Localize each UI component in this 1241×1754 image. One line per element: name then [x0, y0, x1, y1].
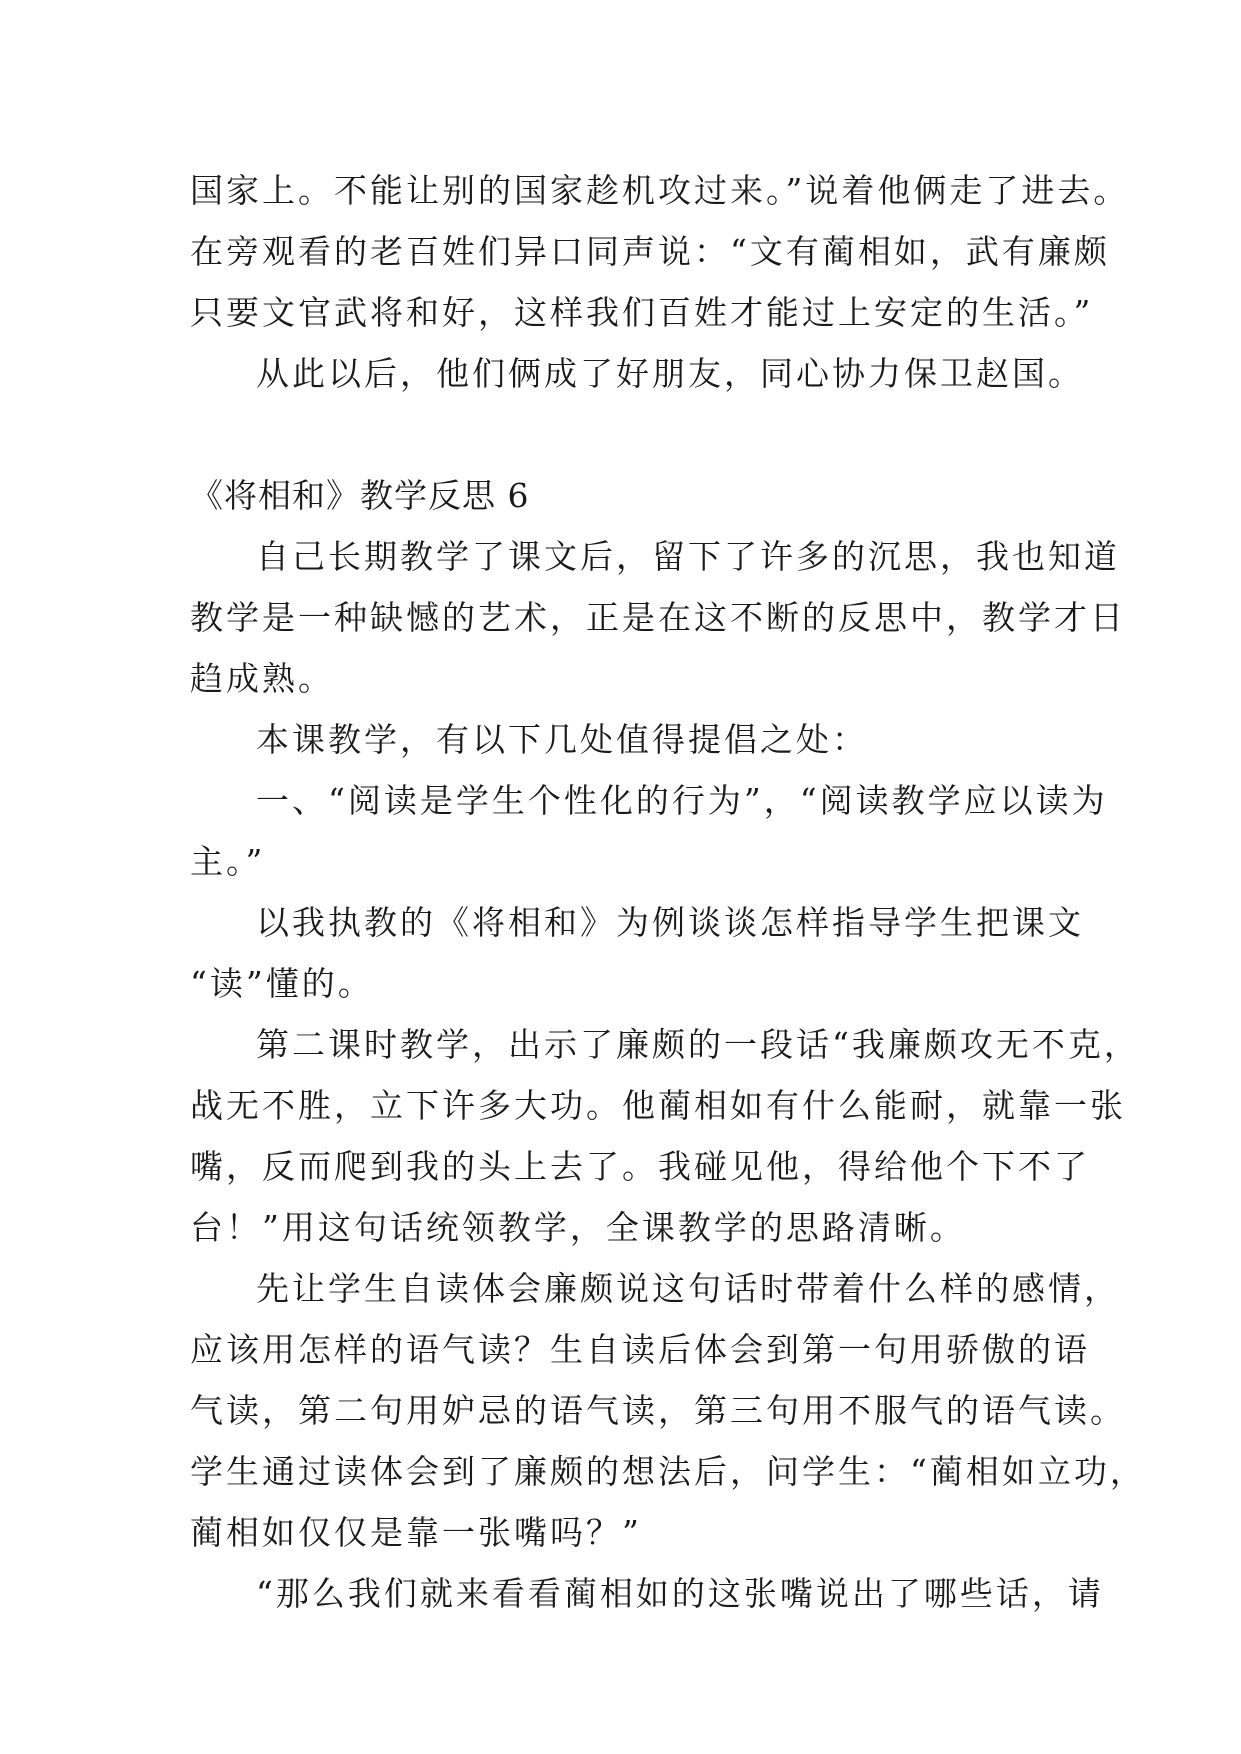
- text-line: “那么我们就来看看蔺相如的这张嘴说出了哪些话，请: [256, 1574, 1104, 1613]
- text-line: 本课教学，有以下几处值得提倡之处：: [256, 720, 868, 759]
- text-line: 国家上。不能让别的国家趁机攻过来。”说着他俩走了进去。: [190, 171, 1130, 210]
- section-gap: [190, 404, 1070, 465]
- text-line: 一、“阅读是学生个性化的行为”，“阅读教学应以读为: [256, 781, 1108, 820]
- text-line: 只要文官武将和好，这样我们百姓才能过上安定的生活。”: [190, 293, 1094, 332]
- text-line: 战无不胜，立下许多大功。他蔺相如有什么能耐，就靠一张: [190, 1086, 1126, 1125]
- text-line: 应该用怎样的语气读？生自读后体会到第一句用骄傲的语: [190, 1330, 1090, 1369]
- text-line: 学生通过读体会到了廉颇的想法后，问学生：“蔺相如立功，: [190, 1452, 1146, 1491]
- text-line: 在旁观看的老百姓们异口同声说：“文有蔺相如，武有廉颇: [190, 232, 1110, 271]
- section-heading: 《将相和》教学反思 6: [190, 476, 530, 515]
- reflection-section: [190, 526, 1146, 1624]
- text-line: 嘴，反而爬到我的头上去了。我碰见他，得给他个下不了: [190, 1147, 1090, 1186]
- text-line: 趋成熟。: [190, 659, 334, 698]
- text-line: “读”懂的。: [190, 964, 374, 1003]
- document-body: [190, 160, 1146, 1624]
- text-line: 蔺相如仅仅是靠一张嘴吗？”: [190, 1513, 642, 1552]
- preceding-section: [190, 160, 1130, 404]
- text-line: 教学是一种缺憾的艺术，正是在这不断的反思中，教学才日: [190, 598, 1126, 637]
- text-line: 自己长期教学了课文后，留下了许多的沉思，我也知道: [256, 537, 1120, 576]
- text-line: 先让学生自读体会廉颇说这句话时带着什么样的感情，: [256, 1269, 1120, 1308]
- text-line: 台！”用这句话统领教学，全课教学的思路清晰。: [190, 1208, 966, 1247]
- text-line: 主。”: [190, 842, 266, 881]
- text-line: 气读，第二句用妒忌的语气读，第三句用不服气的语气读。: [190, 1391, 1126, 1430]
- text-line: 以我执教的《将相和》为例谈谈怎样指导学生把课文: [256, 903, 1084, 942]
- text-line: 第二课时教学，出示了廉颇的一段话“我廉颇攻无不克，: [256, 1025, 1140, 1064]
- text-line: 从此以后，他们俩成了好朋友，同心协力保卫赵国。: [256, 354, 1084, 393]
